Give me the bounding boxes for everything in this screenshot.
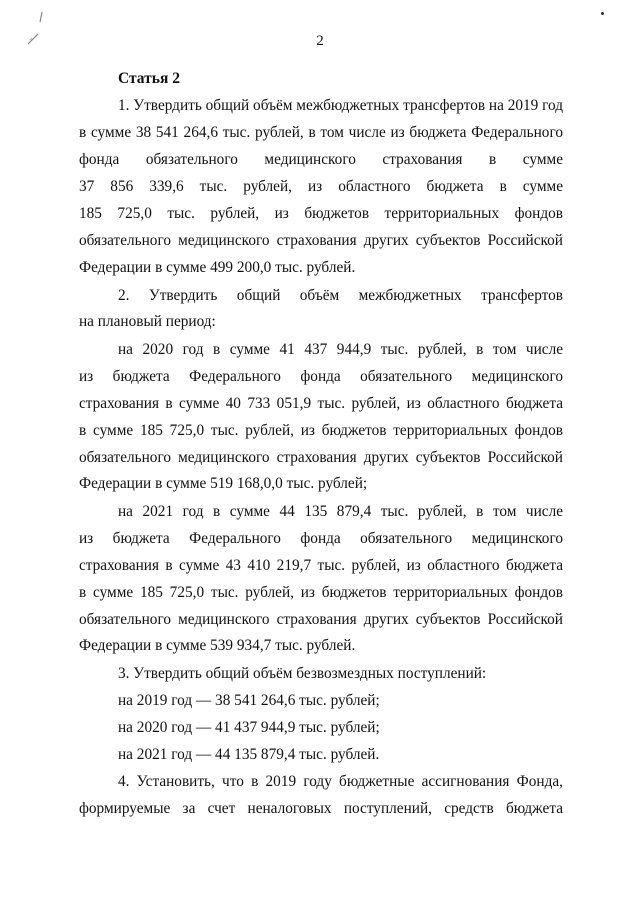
scan-dot [601,12,604,15]
paragraph-line: на плановый период: [79,313,216,330]
paragraph-line: в сумме 185 725,0 тыс. рублей, из бюджетов территориальных фондов [79,422,563,439]
paragraph-line: страхования в сумме 43 410 219,7 тыс. рублей, из областного бюджета [79,557,563,574]
paragraph-line: обязательного медицинского страхования других субъектов Российской [79,449,563,466]
paragraph-line: на 2020 год — 41 437 944,9 тыс. рублей; [118,719,380,736]
paragraph-line: 1. Утвердить общий объём межбюджетных трансфертов на 2019 год [118,97,564,114]
paragraph-line: Федерации в сумме 499 200,0 тыс. рублей. [79,259,356,276]
paragraph-line: Федерации в сумме 519 168,0,0 тыс. рублей; [79,475,368,492]
paragraph-line: из бюджета Федерального фонда обязательного медицинского [79,530,563,547]
paragraph-line: в сумме 185 725,0 тыс. рублей, из бюджетов территориальных фондов [79,584,563,601]
paragraph-line: формируемые за счет неналоговых поступлений, средств бюджета [79,800,563,817]
paragraph-line: на 2019 год — 38 541 264,6 тыс. рублей; [118,692,380,709]
paragraph-line: страхования в сумме 40 733 051,9 тыс. рублей, из областного бюджета [79,395,563,412]
paragraph-line: из бюджета Федерального фонда обязательного медицинского [79,368,563,385]
article-title: Статья 2 [118,70,180,87]
paragraph-line: обязательного медицинского страхования других субъектов Российской [79,611,563,628]
paragraph-line: 185 725,0 тыс. рублей, из бюджетов территориальных фондов [79,205,563,222]
paragraph-line: на 2021 год — 44 135 879,4 тыс. рублей. [118,746,380,763]
paragraph-line: 37 856 339,6 тыс. рублей, из областного бюджета в сумме [79,178,563,195]
paragraph-line: на 2021 год в сумме 44 135 879,4 тыс. рублей, в том числе [118,503,563,520]
paragraph-line: на 2020 год в сумме 41 437 944,9 тыс. рублей, в том числе [118,341,563,358]
paragraph-line: 3. Утвердить общий объём безвозмездных поступлений: [118,665,487,682]
page-number: 2 [316,33,324,49]
paragraph-line: фонда обязательного медицинского страхования в сумме [79,151,563,168]
paragraph-line: 4. Установить, что в 2019 году бюджетные ассигнования Фонда, [118,773,563,790]
paragraph-line: обязательного медицинского страхования других субъектов Российской [79,232,563,249]
paragraph-line: 2. Утвердить общий объём межбюджетных трансфертов [118,287,563,304]
paragraph-line: в сумме 38 541 264,6 тыс. рублей, в том числе из бюджета Федерального [79,124,563,141]
paragraph-line: Федерации в сумме 539 934,7 тыс. рублей. [79,637,356,654]
